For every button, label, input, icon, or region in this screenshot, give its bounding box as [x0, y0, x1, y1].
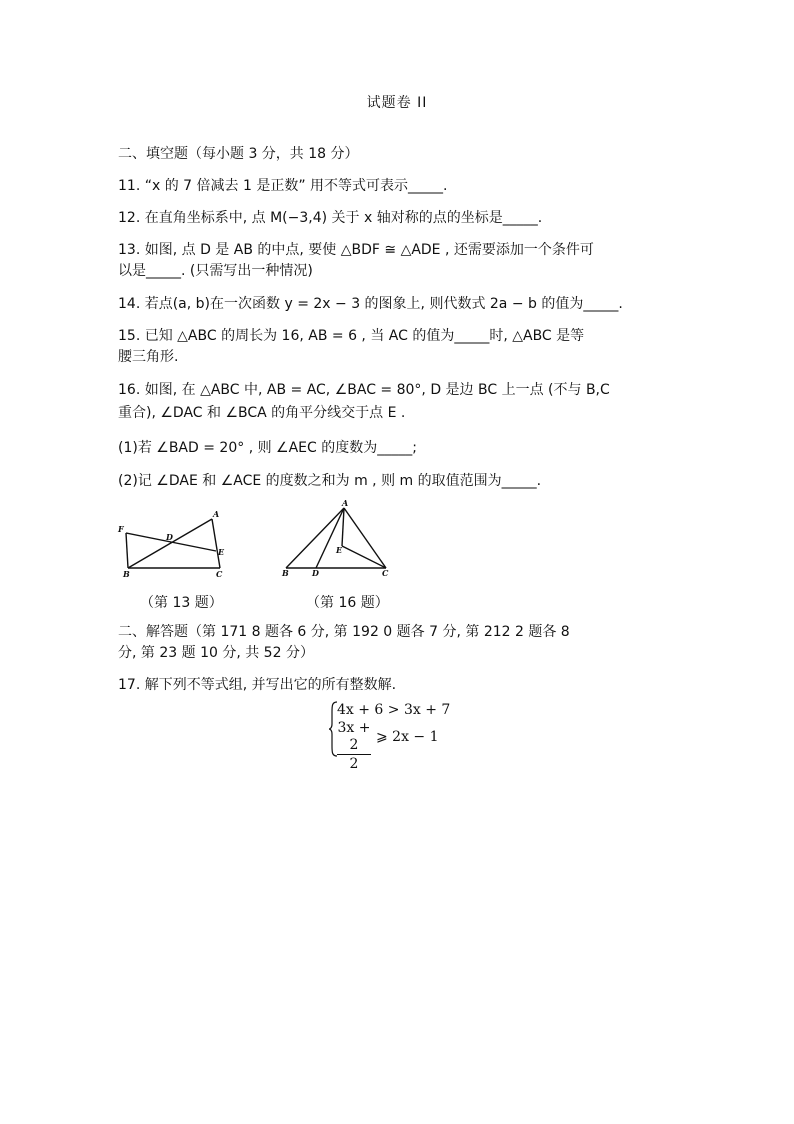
section-3-header-line-2: 分, 第 23 题 10 分, 共 52 分）: [118, 645, 314, 661]
segment-ad: [316, 508, 344, 568]
inequality-2-fraction: [337, 720, 371, 773]
question-16-part-2: (2)记 ∠DAE 和 ∠ACE 的度数之和为 m , 则 m 的取值范围为_____.: [118, 473, 542, 489]
segment-ec: [342, 546, 386, 568]
question-14: 14. 若点(a, b)在一次函数 y = 2x − 3 的图象上, 则代数式 2a − b 的值为_____.: [118, 296, 623, 312]
label-c: C: [382, 568, 389, 578]
label-a: A: [213, 509, 220, 519]
paper-title: 试题卷 II: [366, 95, 428, 111]
label-b: B: [123, 569, 130, 579]
figure-16-diagram: [278, 498, 398, 580]
question-12: 12. 在直角坐标系中, 点 M(−3,4) 关于 x 轴对称的点的坐标是_____.: [118, 210, 543, 226]
question-13-line-2: 以是_____. (只需写出一种情况): [118, 263, 313, 279]
section-3-header-line-1: 二、解答题（第 171 8 题各 6 分, 第 192 0 题各 7 分, 第 212 2 题各 8: [118, 624, 570, 640]
segment-ae: [342, 508, 344, 546]
label-b: B: [282, 568, 289, 578]
label-d: D: [166, 532, 173, 542]
question-13-line-1: 13. 如图, 点 D 是 AB 的中点, 要使 △BDF ≅ △ADE , 还需要添加一个条件可: [118, 242, 594, 258]
figure-16-caption: （第 16 题）: [306, 595, 389, 611]
segment-fb: [126, 533, 128, 568]
segment-ac: [344, 508, 386, 568]
inequality-system: [328, 700, 488, 772]
label-d: D: [312, 568, 319, 578]
figure-13: [112, 505, 232, 581]
fraction-denominator: 2: [349, 756, 359, 772]
question-15-line-2: 腰三角形.: [118, 349, 179, 365]
section-2-header: 二、填空题（每小题 3 分，共 18 分）: [118, 146, 359, 162]
question-17: 17. 解下列不等式组, 并写出它的所有整数解.: [118, 677, 397, 693]
question-11: 11. “x 的 7 倍减去 1 是正数” 用不等式可表示_____.: [118, 178, 448, 194]
label-a: A: [342, 498, 349, 508]
inequality-2-rest: ⩾ 2x − 1: [376, 729, 439, 745]
label-f: F: [118, 524, 124, 534]
question-15-line-1: 15. 已知 △ABC 的周长为 16, AB = 6 , 当 AC 的值为_____时, △ABC 是等: [118, 328, 585, 344]
figure-13-diagram: [112, 505, 232, 581]
label-c: C: [216, 569, 223, 579]
label-e: E: [336, 545, 343, 555]
segment-ba: [128, 519, 212, 568]
question-16-line-2: 重合), ∠DAC 和 ∠BCA 的角平分线交于点 E .: [118, 405, 406, 421]
question-16-part-1: (1)若 ∠BAD = 20° , 则 ∠AEC 的度数为_____;: [118, 440, 417, 456]
label-e: E: [218, 547, 225, 557]
question-16-line-1: 16. 如图, 在 △ABC 中, AB = AC, ∠BAC = 80°, D 是边 BC 上一点 (不与 B,C: [118, 382, 610, 398]
segment-ab: [286, 508, 344, 568]
figure-16: [278, 498, 398, 580]
fraction-numerator: 3x + 2: [337, 720, 371, 753]
segment-ac: [212, 519, 220, 568]
inequality-1: 4x + 6 > 3x + 7: [337, 702, 451, 718]
figure-13-caption: （第 13 题）: [140, 595, 223, 611]
